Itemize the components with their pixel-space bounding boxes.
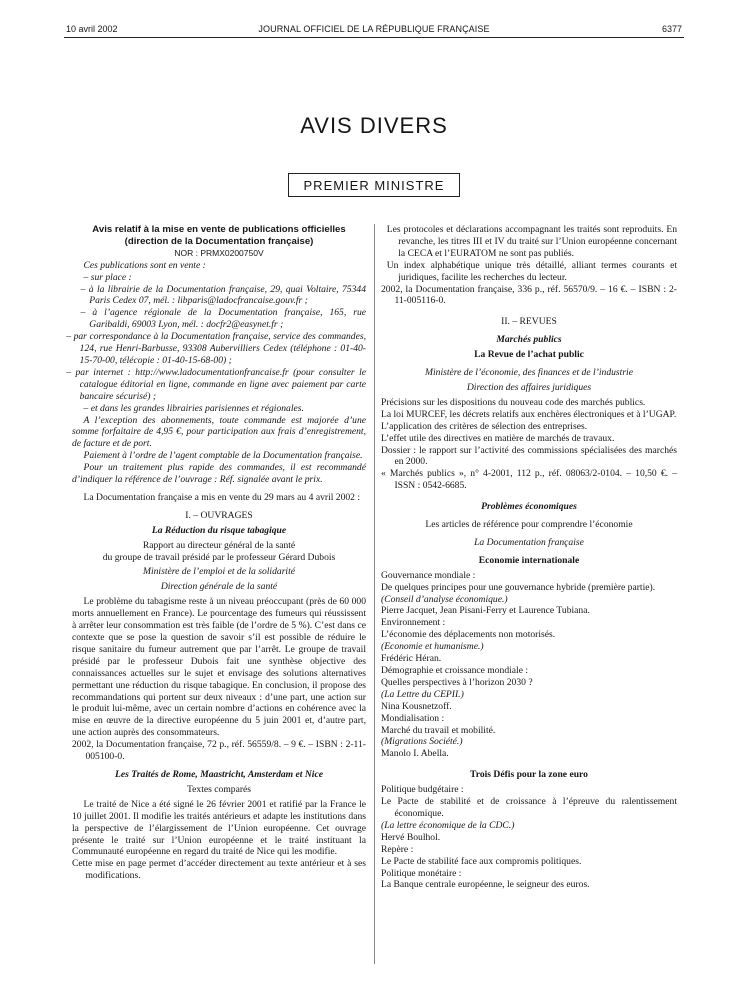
ministry: Ministère de l’emploi et de la solidarité (142, 566, 296, 578)
paragraph: Paiement à l’ordre de l’agent comptable de la Documentation française. (83, 450, 363, 462)
list-item: Hervé Boulhol. (381, 831, 441, 843)
directorate: Direction générale de la santé (160, 581, 278, 593)
header-journal-title: JOURNAL OFFICIEL DE LA RÉPUBLIQUE FRANÇAISE (258, 24, 490, 34)
list-item: Frédéric Héran. (381, 653, 442, 665)
publication-subtitle: Textes comparés (186, 783, 252, 795)
list-item: Le Pacte de stabilité et de croissance à l’épreuve du ralentissement économique. (381, 796, 677, 819)
list-item: (Conseil d’analyse économique.) (381, 593, 508, 605)
header-rule (64, 37, 684, 38)
list-item: Gouvernance mondiale : (381, 569, 476, 581)
ministry: Ministère de l’économie, des finances et de l’industrie (425, 367, 633, 379)
paragraph: A l’exception des abonnements, toute commande est majorée d’une somme forfaitaire de 4,95 €, pour participation aux frais d’enregistrement, de facture et de port. (72, 414, 366, 450)
avis-subtitle: (direction de la Documentation française) (124, 235, 314, 247)
list-item: Dossier : le rapport sur l’activité des commissions spécialisées des marchés en 2000. (381, 444, 677, 468)
publication-subtitle: Les articles de référence pour comprendre l’économie (425, 519, 633, 531)
category-heading: Problèmes économiques (481, 501, 577, 513)
paragraph: Le traité de Nice a été signé le 26 février 2001 et ratifié par la France le 10 juillet 2001. Il modifie les traités antérieurs et adapte les institutions dans la perspective de l’élargissement de l’Union européenne. Cet ouvrage présente le traité sur l’Union européenne et le traité instituant la Communauté européenne en regard du traité de Nice qui les modifie. (72, 798, 366, 858)
list-item: Nina Kousnetzoff. (381, 700, 452, 712)
topic-heading: Economie internationale (478, 554, 580, 566)
list-item: L’économie des déplacements non motorisés. (381, 629, 556, 641)
paragraph: – à la librairie de la Documentation française, 29, quai Voltaire, 75344 Paris Cedex 07, mél. : libparis@ladocfrancaise.gouv.fr ; (80, 283, 366, 307)
publication-reference: 2002, la Documentation française, 336 p., réf. 56570/9. – 16 €. – ISBN : 2-11-005116-0. (381, 283, 677, 307)
paragraph: Le problème du tabagisme reste à un niveau préoccupant (près de 60 000 morts annuellement en France). Le pourcentage des fumeurs qui réussissent à arrêter leur consommation est très faible (de l’ordre de 5 %). C’est dans ce contexte que se pose la question de savoir s’il est possible de réduire le risque sanitaire du fumeur autrement que par l’arrêt. Le groupe de travail présidé par le professeur Dubois fait une synthèse objective des connaissances actuelles sur le sujet et envisage des solutions alternatives permettant une réduction du risque tabagique. En conclusion, il propose des recommandations qui portent sur deux niveaux : d’une part, une action sur le produit lui-même, avec un certain nombre d’actions en cohérence avec la mise en œuvre de la directive européenne du 5 juin 2001 et, d’autre part, une action auprès des consommateurs. (72, 596, 366, 739)
paragraph: Ces publications sont en vente : (83, 259, 206, 271)
publication-title: La Réduction du risque tabagique (151, 524, 287, 536)
paragraph: – à l’agence régionale de la Documentation française, 165, rue Garibaldi, 69003 Lyon, mél. : docfr2@easynet.fr ; (80, 307, 366, 331)
publication-title: Les Traités de Rome, Maastricht, Amsterdam et Nice (115, 768, 323, 780)
publication-reference: 2002, la Documentation française, 72 p., réf. 56559/8. – 9 €. – ISBN : 2-11-005100-0. (72, 739, 366, 763)
category-heading: Marchés publics (496, 334, 562, 346)
topic-heading: Trois Défis pour la zone euro (470, 769, 588, 781)
list-item: De quelques principes pour une gouvernance hybride (première partie). (381, 581, 656, 593)
main-title: AVIS DIVERS (300, 113, 448, 138)
right-column (381, 224, 677, 891)
list-item: Pierre Jacquet, Jean Pisani-Ferry et Laurence Tubiana. (381, 605, 590, 617)
paragraph: – par internet : http://www.ladocumentationfrancaise.fr (pour consulter le catalogue éditorial en ligne, commande en ligne avec paiement par carte bancaire sécurisé) ; (66, 366, 366, 402)
list-item: L’effet utile des directives en matière de marchés de travaux. (381, 432, 615, 444)
nor-reference: NOR : PRMX0200750V (174, 247, 264, 258)
paragraph: – et dans les grandes librairies parisiennes et régionales. (83, 402, 304, 414)
list-item: (La lettre économique de la CDC.) (381, 819, 515, 831)
section-title-box: PREMIER MINISTRE (288, 173, 461, 197)
header-date: 10 avril 2002 (66, 24, 118, 34)
paragraph: – par correspondance à la Documentation française, service des commandes, 124, rue Henri-Barbusse, 93308 Aubervilliers Cedex (téléphone : 01-40-15-70-00, télécopie : 01-40-15-68-00) ; (66, 331, 366, 366)
list-item: Mondialisation : (381, 712, 445, 724)
list-item: Manolo I. Abella. (381, 748, 449, 760)
directorate: Direction des affaires juridiques (466, 381, 592, 393)
list-item: Repère : (381, 843, 414, 855)
list-item: (Economie et humanisme.) (381, 641, 484, 653)
list-item: Politique budgétaire : (381, 784, 464, 796)
list-item: (La Lettre du CEPII.) (381, 688, 464, 700)
publisher: La Documentation française (474, 536, 584, 548)
avis-title: Avis relatif à la mise en vente de publications officielles (92, 224, 346, 235)
list-item: La Banque centrale européenne, le seigneur des euros. (381, 879, 590, 891)
section-heading: II. – REVUES (501, 316, 557, 328)
paragraph: Pour un traitement plus rapide des commandes, il est recommandé d’indiquer la référence de l’ouvrage : Réf. signalée avant le prix. (72, 462, 366, 486)
list-item: L’application des critères de sélection des entreprises. (381, 420, 588, 432)
publication-subtitle: du groupe de travail présidé par le professeur Gérard Dubois (102, 551, 336, 563)
section-heading: I. – OUVRAGES (185, 509, 253, 521)
publication-title: La Revue de l’achat public (474, 349, 584, 361)
paragraph: – sur place : (83, 271, 132, 283)
list-item: La loi MURCEF, les décrets relatifs aux enchères électroniques et à l’UGAP. (381, 408, 677, 420)
paragraph: La Documentation française a mis en vente du 29 mars au 4 avril 2002 : (83, 491, 361, 503)
list-item: Environnement : (381, 617, 446, 629)
list-item: Marché du travail et mobilité. (381, 724, 496, 736)
publication-subtitle: Rapport au directeur général de la santé (142, 539, 296, 551)
list-item: (Migrations Société.) (381, 736, 463, 748)
paragraph: Un index alphabétique unique très détaillé, alliant termes courants et juridiques, facilite les recherches du lecteur. (386, 259, 677, 283)
paragraph: Les protocoles et déclarations accompagnant les traités sont reproduits. En revanche, les titres III et IV du traité sur l’Union européenne concernant la CECA et l’EURATOM ne sont pas publiés. (386, 224, 677, 259)
list-item: Politique monétaire : (381, 867, 462, 879)
list-item: Précisions sur les dispositions du nouveau code des marchés publics. (381, 396, 646, 408)
column-separator (374, 224, 375, 964)
paragraph: Cette mise en page permet d’accéder directement au texte antérieur et à ses modifications. (72, 858, 366, 882)
list-item: Démographie et croissance mondiale : (381, 665, 529, 676)
publication-reference: « Marchés publics », n° 4-2001, 112 p., réf. 08063/2-0104. – 10,50 €. – ISSN : 0542-6685. (381, 468, 677, 492)
list-item: Le Pacte de stabilité face aux compromis politiques. (381, 855, 582, 867)
left-column (66, 224, 366, 882)
header-page-number: 6377 (661, 24, 682, 34)
list-item: Quelles perspectives à l’horizon 2030 ? (381, 676, 533, 688)
